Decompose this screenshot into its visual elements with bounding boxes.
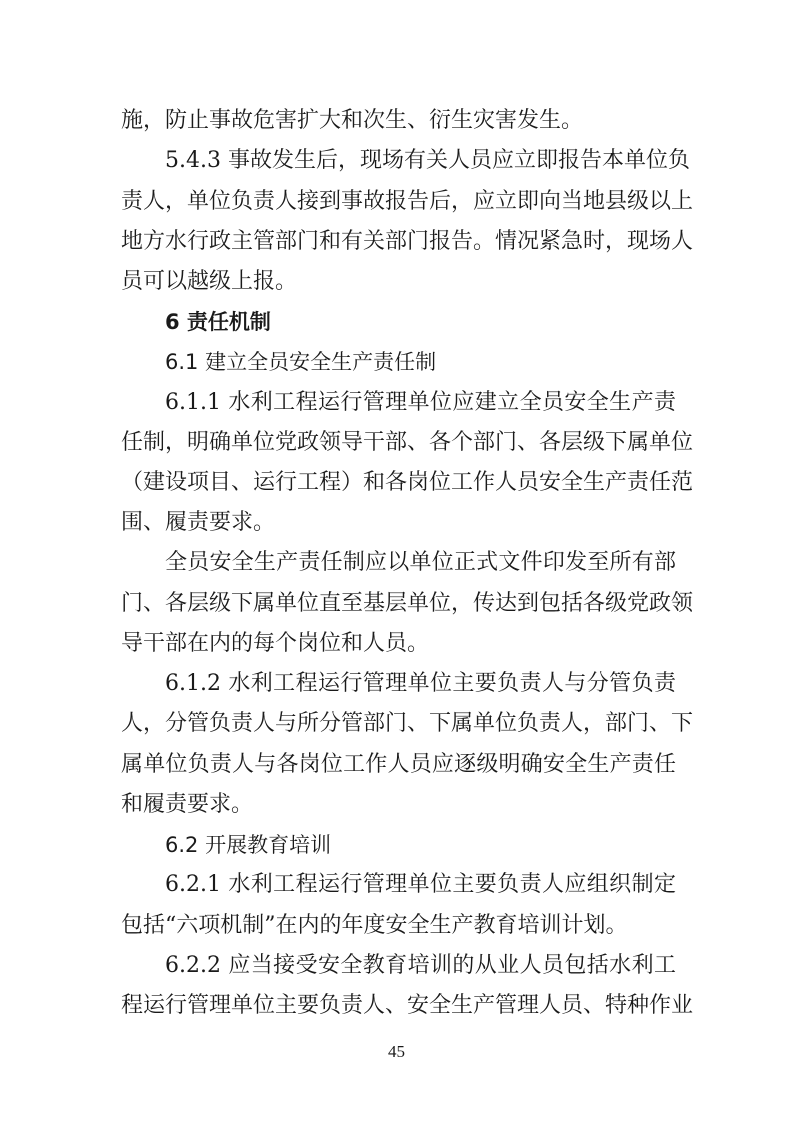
line-text: 地方水行政主管部门和有关部门报告。情况紧急时，现场人 xyxy=(121,229,694,254)
text-line xyxy=(121,986,694,1026)
page-number: 45 xyxy=(388,1042,405,1061)
text-line xyxy=(121,423,694,463)
clause-6-2-2 xyxy=(165,946,676,986)
subsection-title: 6.1 建立全员安全生产责任制 xyxy=(165,350,437,374)
text-line xyxy=(121,584,694,624)
line-text: 属单位负责人与各岗位工作人员应逐级明确安全生产责任 xyxy=(121,752,676,777)
subsection-heading xyxy=(165,825,331,865)
clause-6-2-1 xyxy=(165,865,676,905)
paragraph xyxy=(165,543,676,583)
subsection-heading xyxy=(165,342,436,382)
clause-6-1-1 xyxy=(165,383,676,423)
clause-5-4-3 xyxy=(165,141,690,181)
text-line xyxy=(121,503,275,543)
line-text: 6.2.2 应当接受安全教育培训的从业人员包括水利工 xyxy=(165,953,676,978)
line-text: 责人，单位负责人接到事故报告后，应立即向当地县级以上 xyxy=(121,189,694,214)
line-text: 5.4.3 事故发生后，现场有关人员应立即报告本单位负 xyxy=(165,148,690,173)
line-text: 包括“六项机制”在内的年度安全生产教育培训计划。 xyxy=(121,913,628,938)
line-text: 施，防止事故危害扩大和次生、衍生灾害发生。 xyxy=(121,108,584,133)
section-title: 6 责任机制 xyxy=(165,310,271,334)
text-line xyxy=(121,101,583,141)
line-text: 导干部在内的每个岗位和人员。 xyxy=(121,631,430,656)
text-line xyxy=(121,222,694,262)
text-line xyxy=(121,182,694,222)
text-line xyxy=(121,785,253,825)
line-text: 人，分管负责人与所分管部门、下属单位负责人，部门、下 xyxy=(121,711,694,736)
text-line xyxy=(121,262,297,302)
clause-6-1-2 xyxy=(165,664,676,704)
line-text: 6.2.1 水利工程运行管理单位主要负责人应组织制定 xyxy=(165,872,676,897)
line-text: 6.1.2 水利工程运行管理单位主要负责人与分管负责 xyxy=(165,671,676,696)
text-line xyxy=(121,906,628,946)
line-text: （建设项目、运行工程）和各岗位工作人员安全生产责任范 xyxy=(121,470,694,495)
text-line xyxy=(121,745,676,785)
line-text: 员可以越级上报。 xyxy=(121,269,298,294)
line-text: 全员安全生产责任制应以单位正式文件印发至所有部 xyxy=(165,550,676,575)
line-text: 和履责要求。 xyxy=(121,792,254,817)
subsection-title: 6.2 开展教育培训 xyxy=(165,833,332,857)
line-text: 6.1.1 水利工程运行管理单位应建立全员安全生产责 xyxy=(165,390,676,415)
line-text: 围、履责要求。 xyxy=(121,510,276,535)
line-text: 任制，明确单位党政领导干部、各个部门、各层级下属单位 xyxy=(121,430,694,455)
line-text: 程运行管理单位主要负责人、安全生产管理人员、特种作业 xyxy=(121,993,694,1018)
text-line xyxy=(121,624,429,664)
text-line xyxy=(121,704,694,744)
line-text: 门、各层级下属单位直至基层单位，传达到包括各级党政领 xyxy=(121,591,694,616)
section-heading xyxy=(165,302,271,342)
text-line xyxy=(121,463,694,503)
